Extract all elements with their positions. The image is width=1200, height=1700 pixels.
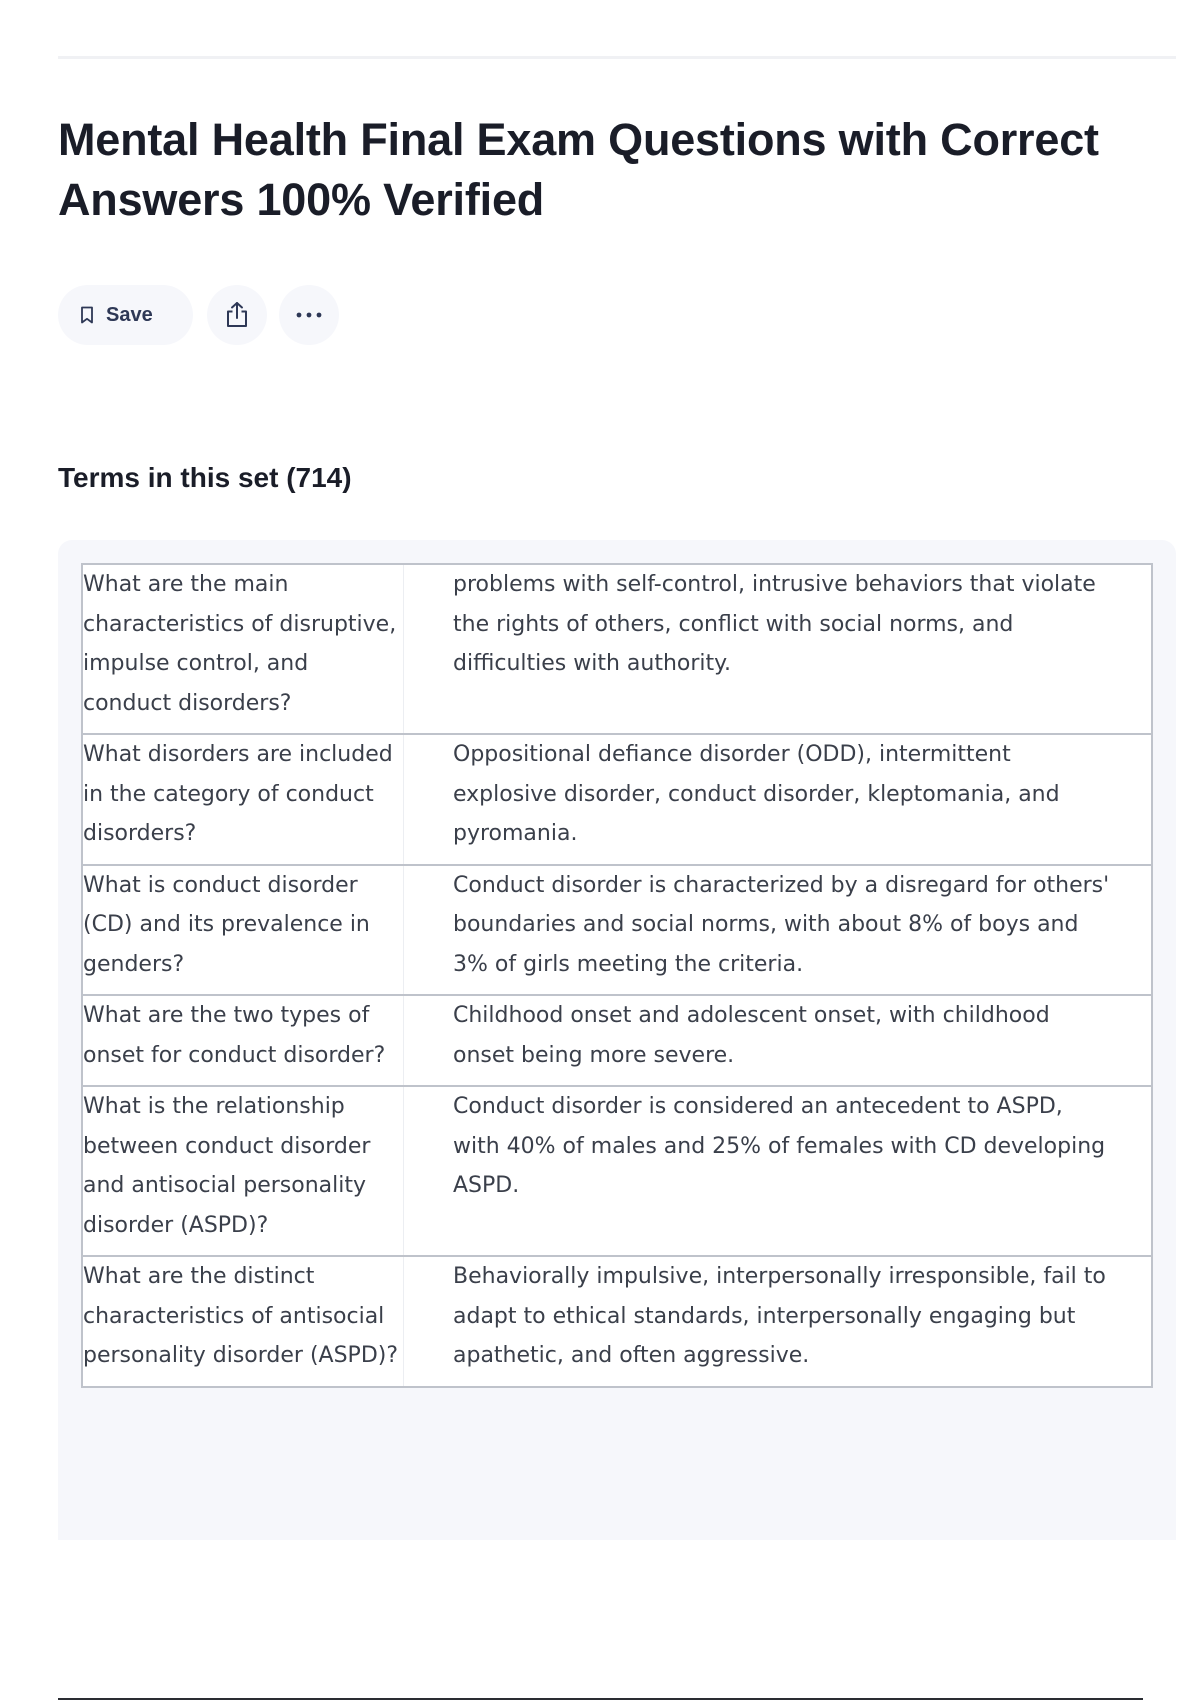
table-row xyxy=(82,1086,1152,1256)
share-icon xyxy=(224,301,250,329)
definition-text: problems with self-control, intrusive behaviors that violate the rights of others, conflict with social norms, and difficulties with authority. xyxy=(453,572,1096,676)
term-text: What is conduct disorder (CD) and its prevalence in genders? xyxy=(83,872,370,977)
term-cell xyxy=(82,1086,404,1256)
term-text: What is the relationship between conduct disorder and antisocial personality disorder (ASPD)? xyxy=(83,1094,371,1238)
term-text: What are the main characteristics of disruptive, impulse control, and conduct disorders? xyxy=(83,572,397,716)
table-row xyxy=(82,564,1152,734)
term-text: What are the two types of onset for conduct disorder? xyxy=(83,1003,386,1068)
definition-cell xyxy=(404,564,1153,734)
table-row xyxy=(82,1256,1152,1387)
term-text: What are the distinct characteristics of antisocial personality disorder (ASPD)? xyxy=(83,1264,399,1368)
action-bar xyxy=(58,285,351,345)
definition-text: Childhood onset and adolescent onset, with childhood onset being more severe. xyxy=(453,1003,1050,1068)
more-options-button[interactable] xyxy=(279,285,339,345)
page-title: Mental Health Final Exam Questions with Correct Answers 100% Verified xyxy=(58,114,1099,225)
definition-cell xyxy=(404,1256,1153,1387)
terms-heading: Terms in this set (714) xyxy=(58,462,352,493)
table-row xyxy=(82,734,1152,865)
table-row xyxy=(82,865,1152,996)
top-divider xyxy=(58,56,1176,59)
definition-cell xyxy=(404,865,1153,996)
term-cell xyxy=(82,564,404,734)
term-text: What disorders are included in the category of conduct disorders? xyxy=(83,742,393,846)
definition-text: Behaviorally impulsive, interpersonally irresponsible, fail to adapt to ethical standards, interpersonally engaging but apathetic, and often aggressive. xyxy=(453,1264,1106,1368)
bookmark-icon xyxy=(80,306,94,324)
save-button[interactable] xyxy=(58,285,193,345)
definition-cell xyxy=(404,1086,1153,1256)
definition-cell xyxy=(404,995,1153,1086)
definition-text: Conduct disorder is characterized by a disregard for others' boundaries and social norms, with about 8% of boys and 3% of girls meeting the criteria. xyxy=(453,872,1110,977)
term-cell xyxy=(82,734,404,865)
terms-table xyxy=(81,563,1153,1388)
share-button[interactable] xyxy=(207,285,267,345)
definition-text: Oppositional defiance disorder (ODD), intermittent explosive disorder, conduct disorder, kleptomania, and pyromania. xyxy=(453,742,1060,846)
more-icon xyxy=(295,311,323,319)
table-row xyxy=(82,995,1152,1086)
term-cell xyxy=(82,995,404,1086)
save-label: Save xyxy=(106,303,153,326)
term-cell xyxy=(82,1256,404,1387)
definition-cell xyxy=(404,734,1153,865)
term-cell xyxy=(82,865,404,996)
definition-text: Conduct disorder is considered an antecedent to ASPD, with 40% of males and 25% of females with CD developing ASPD. xyxy=(453,1094,1106,1198)
